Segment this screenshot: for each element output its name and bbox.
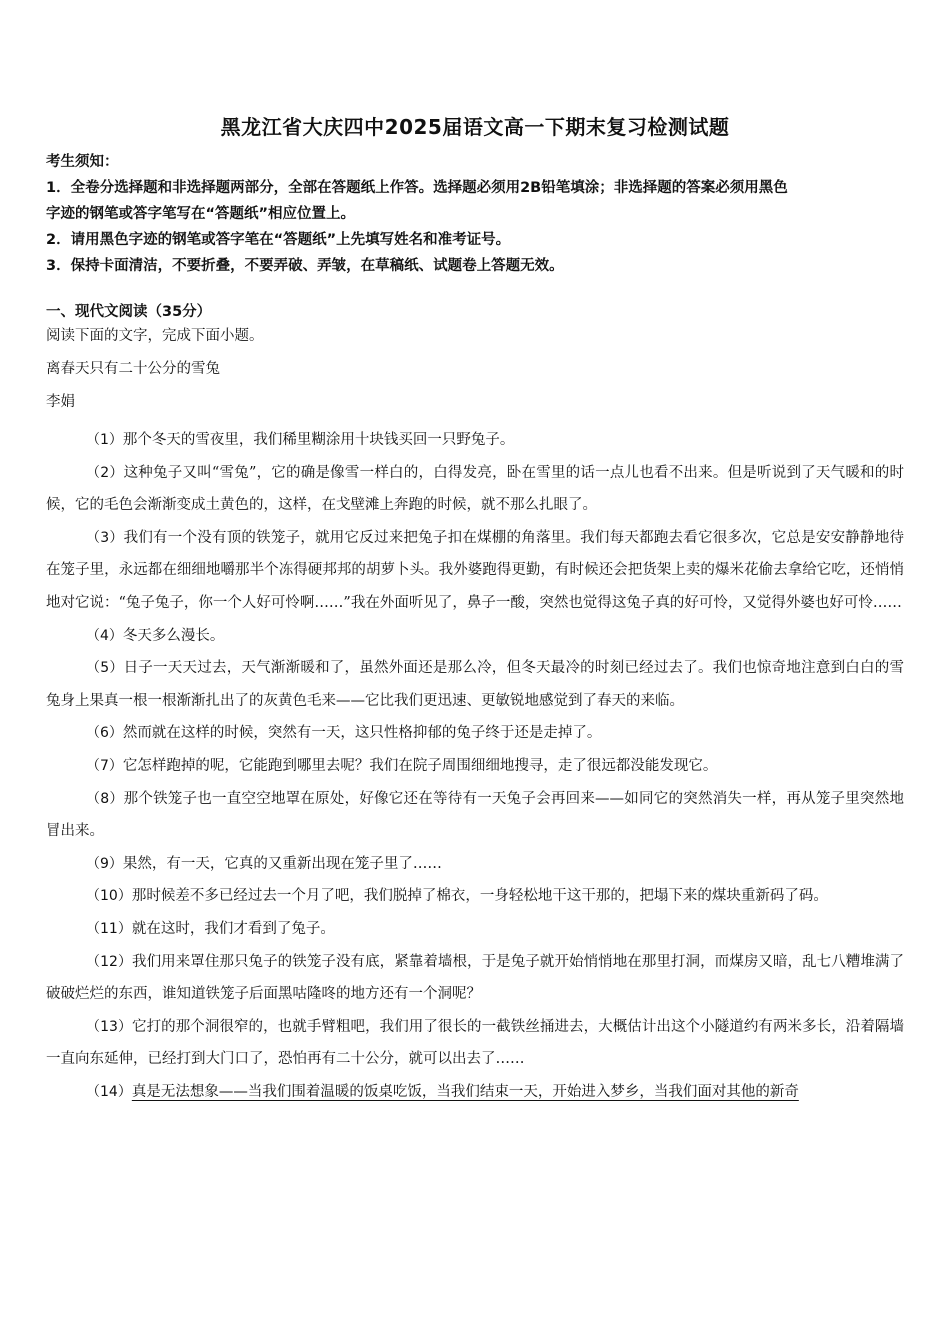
article-paragraph [46, 522, 904, 620]
paragraph-text: 我们用来罩住那只兔子的铁笼子没有底，紧靠着墙根，于是兔子就开始悄悄地在那里打洞，而煤房又暗，乱七八糟堆满了破破烂烂的东西，谁知道铁笼子后面黑咕隆咚的地方还有一个洞呢？ [46, 953, 904, 1003]
paragraph-text: 它怎样跑掉的呢，它能跑到哪里去呢？我们在院子周围细细地搜寻，走了很远都没能发现它。 [122, 757, 718, 774]
paragraph-number: （3） [86, 529, 124, 546]
paragraph-number: （9） [86, 855, 123, 872]
paragraph-number: （8） [86, 790, 124, 807]
article-title: 离春天只有二十公分的雪兔 [46, 361, 220, 377]
notice-item-1-line-2: 字迹的钢笔或答字笔写在“答题纸”相应位置上。 [46, 206, 356, 222]
article-paragraph [46, 880, 904, 913]
paragraph-number: （14） [86, 1083, 132, 1100]
page-title: 黑龙江省大庆四中2025届语文高一下期末复习检测试题 [220, 115, 730, 139]
reading-instruction: 阅读下面的文字，完成下面小题。 [46, 328, 264, 344]
paragraph-text: 我们有一个没有顶的铁笼子，就用它反过来把兔子扣在煤棚的角落里。我们每天都跑去看它很多次，它总是安安静静地待在笼子里，永远都在细细地嚼那半个冻得硬邦邦的胡萝卜头。我外婆跑得更勤，有时候还会把货架上卖的爆米花偷去拿给它吃，还悄悄地对它说：“兔子兔子，你一个人好可怜啊……”我在外面听见了，鼻子一酸，突然也觉得这兔子真的好可怜，又觉得外婆也好可怜…… [46, 529, 904, 611]
article-body [46, 424, 904, 1108]
paragraph-number: （5） [86, 660, 124, 677]
paragraph-number: （7） [86, 757, 123, 774]
article-paragraph [46, 946, 904, 1011]
notice-item-2: 2．请用黑色字迹的钢笔或答字笔在“答题纸”上先填写姓名和准考证号。 [46, 232, 511, 248]
notice-item-3: 3．保持卡面清洁，不要折叠，不要弄破、弄皱，在草稿纸、试题卷上答题无效。 [46, 258, 564, 274]
paragraph-text: 那时候差不多已经过去一个月了吧，我们脱掉了棉衣，一身轻松地干这干那的，把塌下来的煤块重新码了码。 [131, 888, 828, 905]
article-paragraph [46, 1076, 904, 1109]
article-paragraph [46, 913, 904, 946]
paragraph-text: 日子一天天过去，天气渐渐暖和了，虽然外面还是那么冷，但冬天最冷的时刻已经过去了。我们也惊奇地注意到白白的雪兔身上果真一根一根渐渐扎出了的灰黄色毛来——它比我们更迅速、更敏锐地感觉到了春天的来临。 [46, 660, 904, 709]
paragraph-text: 那个冬天的雪夜里，我们稀里糊涂用十块钱买回一只野兔子。 [122, 432, 515, 448]
article-paragraph [46, 1011, 904, 1076]
paragraph-number: （4） [86, 627, 123, 644]
paragraph-text: 真是无法想象——当我们围着温暖的饭桌吃饭，当我们结束一天，开始进入梦乡，当我们面对其他的新奇 [131, 1083, 799, 1100]
paragraph-text: 然而就在这样的时候，突然有一天，这只性格抑郁的兔子终于还是走掉了。 [122, 725, 602, 742]
article-paragraph [46, 750, 904, 783]
paragraph-number: （11） [86, 920, 132, 937]
paragraph-text: 冬天多么漫长。 [122, 627, 225, 644]
section-heading: 一、现代文阅读（35分） [46, 304, 212, 320]
paragraph-number: （10） [86, 888, 132, 905]
notice-item-1-line-1: 1．全卷分选择题和非选择题两部分，全部在答题纸上作答。选择题必须用2B铅笔填涂；非选择题的答案必须用黑色 [46, 180, 788, 196]
paragraph-text: 这种兔子又叫“雪兔”，它的确是像雪一样白的，白得发亮，卧在雪里的话一点儿也看不出来。但是听说到了天气暖和的时候，它的毛色会渐渐变成土黄色的，这样，在戈壁滩上奔跑的时候，就不那么扎眼了。 [46, 464, 904, 514]
article-author: 李娟 [46, 394, 75, 410]
paragraph-number: （1） [86, 432, 123, 448]
paragraph-number: （6） [86, 725, 123, 742]
article-paragraph [46, 783, 904, 848]
paragraph-text: 它打的那个洞很窄的，也就手臂粗吧，我们用了很长的一截铁丝捅进去，大概估计出这个小隧道约有两米多长，沿着隔墙一直向东延伸，已经打到大门口了，恐怕再有二十公分，就可以出去了…… [46, 1018, 904, 1068]
notice-heading: 考生须知： [46, 154, 119, 170]
paragraph-text: 果然，有一天，它真的又重新出现在笼子里了…… [122, 855, 442, 872]
article-paragraph [46, 652, 904, 717]
paragraph-number: （12） [86, 953, 133, 970]
article-paragraph [46, 620, 904, 653]
article-paragraph [46, 424, 904, 457]
paragraph-number: （2） [86, 464, 124, 481]
article-paragraph [46, 848, 904, 881]
notice-block [46, 149, 906, 279]
paragraph-text: 那个铁笼子也一直空空地罩在原处，好像它还在等待有一天兔子会再回来——如同它的突然消失一样，再从笼子里突然地冒出来。 [46, 790, 904, 840]
article-paragraph [46, 457, 904, 522]
paragraph-number: （13） [86, 1018, 133, 1035]
article-paragraph [46, 717, 904, 750]
paragraph-text: 就在这时，我们才看到了兔子。 [131, 920, 335, 937]
